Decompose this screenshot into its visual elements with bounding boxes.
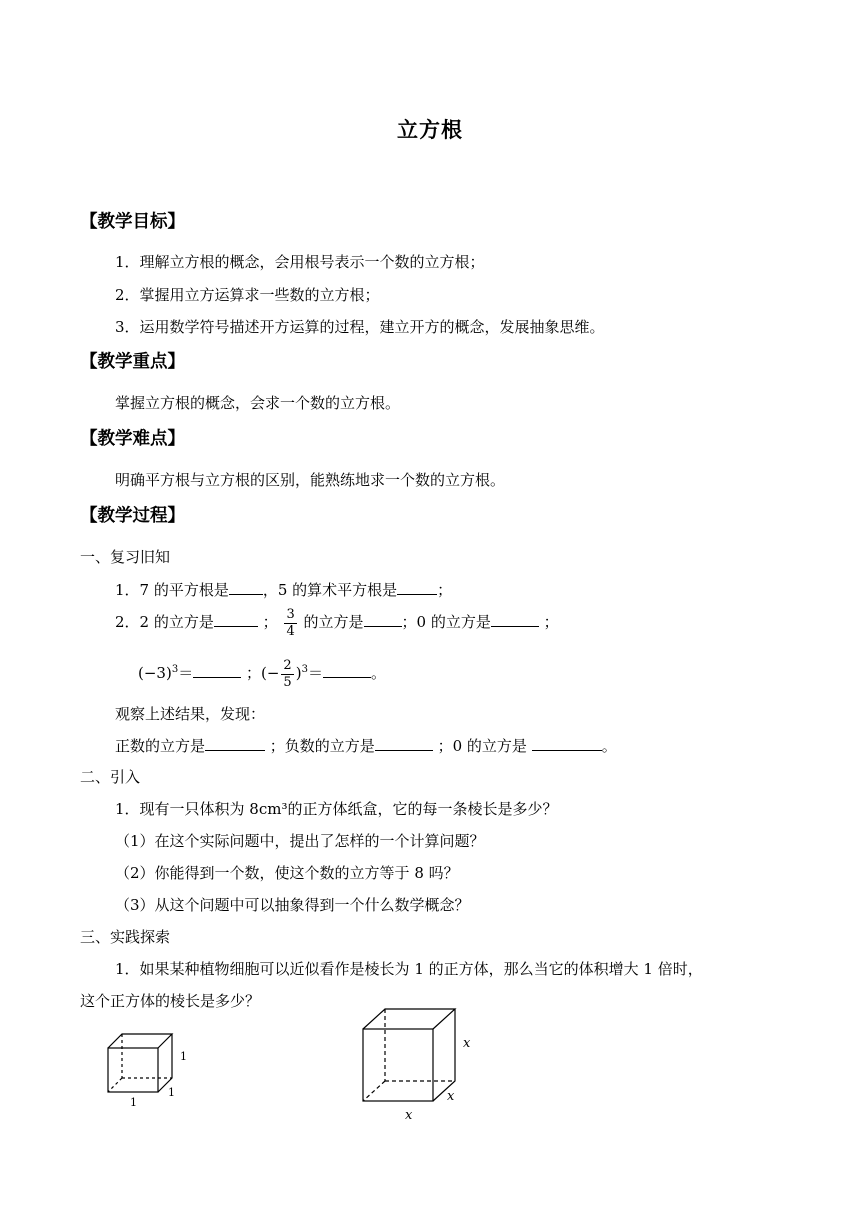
- cube-label: x: [463, 1036, 471, 1051]
- difficulty-heading: 【教学难点】: [80, 429, 185, 449]
- text: 。: [370, 664, 386, 682]
- answer-blank: [323, 663, 371, 678]
- fraction-numerator: 2: [283, 657, 292, 673]
- text: ；: [262, 613, 278, 631]
- text: 2．2 的立方是: [115, 613, 214, 631]
- text: ＝: [178, 664, 194, 682]
- text: 1．7 的平方根是: [115, 581, 229, 599]
- cube-right-edges: [433, 1009, 455, 1101]
- cube-label: x: [405, 1108, 413, 1123]
- cube-front-face: [363, 1029, 433, 1101]
- answer-blank: [229, 580, 263, 595]
- cube-front-face: [108, 1048, 158, 1092]
- answer-blank: [214, 612, 258, 627]
- goal-item: 3．运用数学符号描述开方运算的过程，建立开方的概念，发展抽象思维。: [115, 318, 605, 336]
- fraction-denominator: 4: [286, 623, 295, 639]
- practice-question-line: 这个正方体的棱长是多少？: [80, 992, 261, 1010]
- intro-sub-question: （2）你能得到一个数，使这个数的立方等于 8 吗？: [115, 864, 459, 882]
- text: ): [295, 664, 302, 682]
- answer-blank: [397, 580, 437, 595]
- review-heading: 一、复习旧知: [80, 548, 171, 566]
- intro-question: 1．现有一只体积为 8cm³的正方体纸盒，它的每一条棱长是多少？: [115, 800, 558, 818]
- goal-item: 2．掌握用立方运算求一些数的立方根；: [115, 286, 380, 304]
- key-heading: 【教学重点】: [80, 352, 185, 372]
- page-title: 立方根: [397, 117, 463, 142]
- cube-label: 1: [180, 1050, 187, 1063]
- text: ；: [437, 581, 453, 599]
- large-cube-figure: [355, 1005, 485, 1125]
- exponent: 3: [171, 664, 179, 675]
- text: 的立方是: [303, 613, 364, 631]
- small-cube-figure: [96, 1030, 206, 1115]
- review-question-3: [138, 650, 386, 693]
- goal-item: 1．理解立方根的概念，会用根号表示一个数的立方根；: [115, 253, 485, 271]
- text: 。: [601, 737, 617, 755]
- answer-blank: [193, 663, 241, 678]
- key-text: 掌握立方根的概念，会求一个数的立方根。: [115, 394, 401, 412]
- cube-label: 1: [130, 1096, 137, 1109]
- cube-hidden-edge: [363, 1081, 385, 1101]
- goals-heading: 【教学目标】: [80, 212, 185, 232]
- review-question-1: [115, 579, 452, 601]
- intro-heading: 二、引入: [80, 768, 141, 786]
- fraction-denominator: 5: [283, 674, 292, 690]
- text: ；: [543, 613, 559, 631]
- text: ＝: [307, 664, 323, 682]
- intro-sub-question: （1）在这个实际问题中，提出了怎样的一个计算问题？: [115, 832, 485, 850]
- practice-heading: 三、实践探索: [80, 928, 171, 946]
- fraction-numerator: 3: [286, 606, 295, 622]
- process-heading: 【教学过程】: [80, 506, 185, 526]
- answer-blank: [532, 736, 602, 751]
- observe-answers: [115, 735, 617, 757]
- cube-top-edges: [108, 1034, 172, 1048]
- intro-sub-question: （3）从这个问题中可以抽象得到一个什么数学概念？: [115, 896, 470, 914]
- observe-text: 观察上述结果，发现：: [115, 705, 266, 723]
- fraction: [284, 607, 296, 640]
- answer-blank: [375, 736, 433, 751]
- text: ，5 的算术平方根是: [262, 581, 398, 599]
- answer-blank: [491, 612, 539, 627]
- practice-question-line: 1．如果某种植物细胞可以近似看作是棱长为 1 的正方体，那么当它的体积增大 1 倍时，: [115, 960, 703, 978]
- cube-hidden-edge: [108, 1078, 122, 1092]
- difficulty-text: 明确平方根与立方根的区别，能熟练地求一个数的立方根。: [115, 471, 506, 489]
- text: 正数的立方是: [115, 737, 206, 755]
- fraction: [281, 658, 293, 691]
- cube-label: x: [447, 1089, 455, 1104]
- text: ；0 的立方是: [401, 613, 491, 631]
- text: (−3): [138, 664, 172, 682]
- text: ；0 的立方是: [437, 737, 527, 755]
- cube-top-edges: [363, 1009, 455, 1029]
- text: ；负数的立方是: [269, 737, 375, 755]
- answer-blank: [364, 612, 402, 627]
- review-question-2: [115, 602, 559, 642]
- text: ；(−: [246, 664, 280, 682]
- cube-right-edges: [158, 1034, 172, 1092]
- answer-blank: [205, 736, 265, 751]
- exponent: 3: [301, 664, 308, 675]
- cube-label: 1: [168, 1086, 175, 1099]
